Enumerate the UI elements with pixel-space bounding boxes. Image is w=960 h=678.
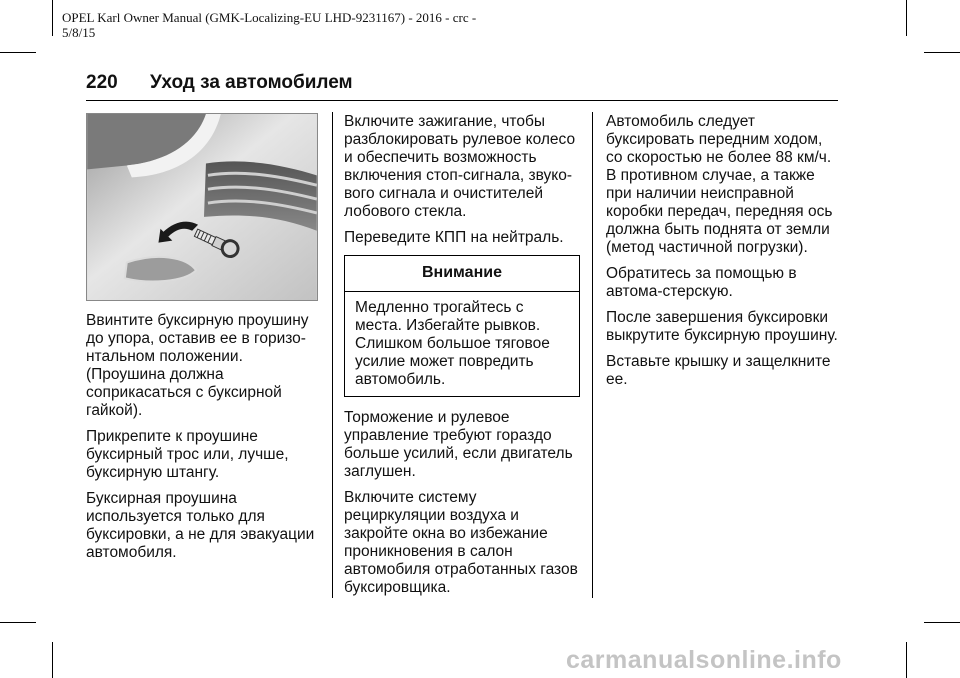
print-meta [62, 10, 532, 40]
column-3 [606, 113, 838, 397]
warning-box [344, 255, 580, 397]
towing-eye-photo-icon [86, 113, 318, 301]
crop-mark [0, 622, 36, 623]
page-number: 220 [86, 72, 118, 93]
paragraph: Включите систему рециркуляции воздуха и закройте окна во избежание проникновения в салон автомобиля отработанных газов буксировщика. [344, 489, 578, 596]
paragraph: Буксирная проушина используется только для буксировки, а не для эвакуации автомобиля. [86, 490, 315, 561]
print-meta-line: OPEL Karl Owner Manual (GMK-Localizing-EU LHD-9231167) - 2016 - crc - [62, 10, 477, 25]
column-divider [332, 112, 333, 598]
paragraph: Автомобиль следует буксировать передним ходом, со скоростью не более 88 км/ч. В противном случае, а также при наличии неисправной коробки передач, передняя ось должна быть поднята от земли (метод частичной погрузки). [606, 113, 833, 256]
print-meta-line: 5/8/15 [62, 25, 96, 40]
column-divider [592, 112, 593, 598]
page-header [86, 70, 838, 101]
column-1 [86, 113, 326, 570]
paragraph: Включите зажигание, чтобы разблокировать рулевое колесо и обеспечить возможность включения стоп-сигнала, звуко-вого сигнала и очистителей лобового стекла. [344, 113, 576, 220]
paragraph: Торможение и рулевое управление требуют гораздо больше усилий, если двигатель заглушен. [344, 409, 573, 480]
column-2 [344, 113, 580, 605]
crop-mark [52, 642, 53, 678]
paragraph: Прикрепите к проушине буксирный трос или, лучше, буксирную штангу. [86, 428, 289, 481]
paragraph: Вставьте крышку и защелкните ее. [606, 353, 831, 388]
paragraph: Ввинтите буксирную проушину до упора, оставив ее в горизо-нтальном положении. (Проушина должна соприкасаться с буксирной гайкой). [86, 312, 309, 419]
crop-mark [0, 52, 36, 53]
crop-mark [906, 0, 907, 36]
crop-mark [52, 0, 53, 36]
paragraph: Обратитесь за помощью в автома-стерскую. [606, 265, 797, 300]
warning-title: Внимание [345, 256, 579, 292]
section-title: Уход за автомобилем [150, 72, 353, 93]
paragraph: Переведите КПП на нейтраль. [344, 229, 564, 246]
crop-mark [924, 622, 960, 623]
crop-mark [924, 52, 960, 53]
warning-text: Медленно трогайтесь с места. Избегайте рывков. Слишком большое тяговое усилие может повредить автомобиль. [355, 299, 550, 388]
watermark-link[interactable]: carmanualsonline.info [566, 646, 842, 674]
paragraph: После завершения буксировки выкрутите буксирную проушину. [606, 309, 838, 344]
